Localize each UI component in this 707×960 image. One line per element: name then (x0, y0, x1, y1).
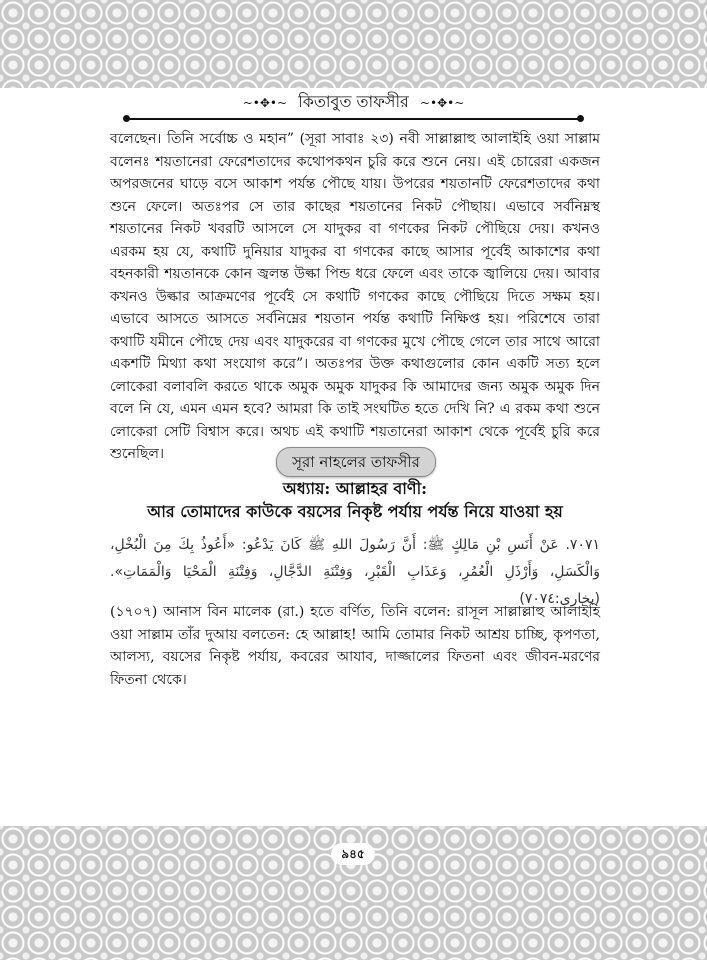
chapter-heading (110, 478, 600, 523)
running-header (126, 88, 581, 126)
chapter-heading-line2: আর তোমাদের কাউকে বয়সের নিকৃষ্ট পর্যায় পর্যন্ত নিয়ে যাওয়া হয় (147, 502, 563, 521)
hadith-arabic-text: ٧٠٧١. عَنْ أَنَسِ بْنِ مَالِكٍ ﷺ: أَنَّ رَسُولَ اللهِ ﷺ كَانَ يَدْعُو: «أَعُوذُ بِكَ مِنَ الْبُخْلِ، وَالْكَسَلِ، وَأَرْذَلِ الْعُمُرِ، وَعَذَابِ الْقَبْرِ، وَفِتْنَةِ الدَّجَّالِ، وَفِتْنَةِ الْمَحْيَا وَالْمَمَاتِ». (بخارى:٧٠٧٤) (110, 537, 600, 607)
book-title: কিতাবুত তাফসীর (298, 92, 409, 111)
body-paragraph: বলেছেন। তিনি সর্বোচ্চ ও মহান” (সূরা সাবাঃ ২৩) নবী সাল্লাল্লাহু আলাইহি ওয়া সাল্লাম বলেনঃ শয়তানেরা ফেরেশতাদের কথোপকথন চুরি করে শুনে নেয়। এই চোরেরা একজন অপরজনের ঘাড়ে বসে আকাশ পর্যন্ত পৌছে যায়। উপরের শয়তানটি ফেরেশতাদের কথা শুনে ফেলে। অতঃপর সে তার কাছের শয়তানের নিকট পৌছায়। এভাবে সর্বনিম্নস্থ শয়তানের নিকট খবরটি আসলে সে যাদুকর বা গণকের নিকট পৌছিয়ে দেয়। কখনও এরকম হয় যে, কথাটি দুনিয়ার যাদুকর বা গণকের কাছে আসার পূর্বেই আকাশের কথা বহনকারী শয়তানকে কোন জ্বলন্ত উল্কা পিন্ড ধরে ফেলে এবং তাকে জ্বালিয়ে দেয়। আবার কখনও উল্কার আক্রমণের পূর্বেই সে কথাটি গণকের কাছে পৌছিয়ে দিতে সক্ষম হয়। এভাবে আসতে আসতে সর্বনিম্নের শয়তান পর্যন্ত কথাটি নিক্ষিপ্ত হয়। পরিশেষে তারা কথাটি যমীনে পৌছে দেয় এবং যাদুকরের বা গণকের মুখে পৌছে গেলে তার সাথে আরো একশটি মিথ্যা কথা সংযোগ করে”। অতঃপর উক্ত কথাগুলোর কোন একটি সত্য হলে লোকেরা বলাবলি করতে থাকে অমুক অমুক যাদুকর কি আমাদের জন্য অমুক অমুক দিন বলে নি যে, এমন এমন হবে? আমরা কি তাই সংঘটিত হতে দেখি নি? এ রকম কথা শুনে লোকেরা সেটি বিশ্বাস করে। অথচ এই কথাটি শয়তানেরা আকাশ থেকে পূর্বেই চুরি করে শুনেছিল। (110, 131, 600, 462)
header-rule (126, 118, 581, 120)
header-title-group (126, 92, 581, 113)
surah-title-badge: সূরা নাহলের তাফসীর (276, 447, 436, 477)
page-number: ৯৪৫ (331, 843, 375, 865)
top-decorative-border (0, 0, 707, 88)
chapter-heading-line1: অধ্যায়: আল্লাহর বাণী: (282, 479, 428, 498)
hadith-translation: (১৭০৭) আনাস বিন মালেক (রা.) হতে বর্ণিত, তিনি বলেন: রাসূল সাল্লাল্লাহু আলাইহি ওয়া সাল্লাম তাঁর দুআয় বলতেন: হে আল্লাহ! আমি তোমার নিকট আশ্রয় চাচ্ছি, কৃপণতা, আলস্য, বয়সের নিকৃষ্ট পর্যায়, কবরের আযাব, দাজ্জালের ফিতনা এবং জীবন-মরণের ফিতনা থেকে। (110, 604, 600, 688)
right-ornament-icon: ~•✥•~ (419, 96, 465, 110)
left-ornament-icon: ~•✥•~ (242, 96, 288, 110)
